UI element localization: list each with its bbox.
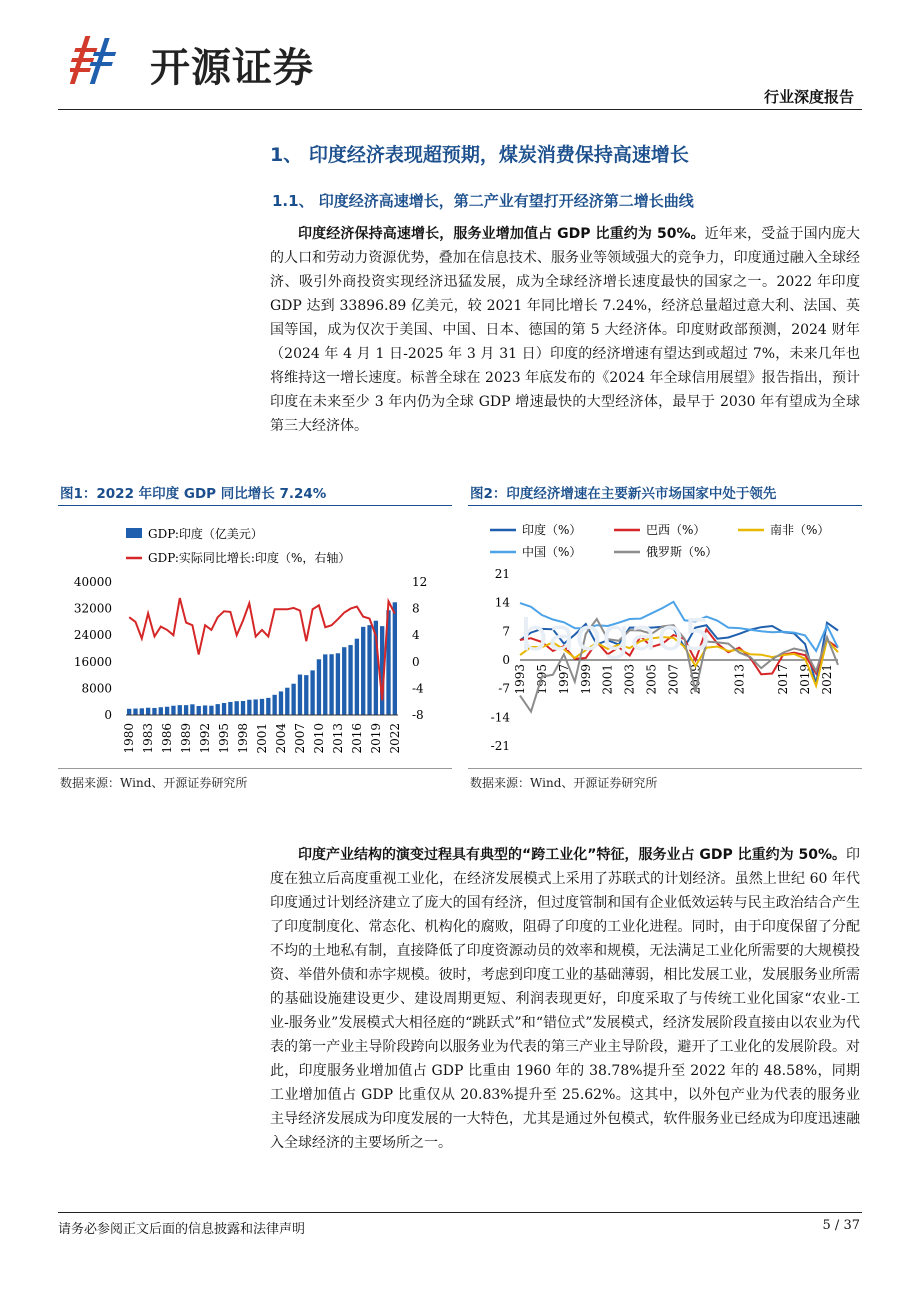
x-tick-label: 2001 [255, 723, 269, 754]
x-tick-label: 1983 [141, 723, 156, 754]
report-type-label: 行业深度报告 [763, 88, 854, 106]
gdp-bar [393, 602, 397, 715]
y-tick-label: 7 [502, 624, 510, 639]
legend-label: 南非（%） [770, 523, 830, 537]
y-right-tick-label: -8 [412, 708, 424, 722]
x-tick-label: 2003 [622, 664, 637, 695]
x-tick-label: 1997 [556, 664, 571, 695]
section-heading: 1、 印度经济表现超预期，煤炭消费保持高速增长 [270, 144, 689, 166]
figure-1-bottom-rule [58, 768, 452, 769]
y-left-tick-label: 16000 [73, 654, 112, 669]
x-tick-label: 2013 [330, 723, 345, 754]
gdp-bar [310, 670, 314, 715]
x-tick-label: 1995 [534, 664, 549, 695]
figure-1-source: 数据来源：Wind、开源证券研究所 [60, 776, 248, 790]
figure-1-chart [58, 510, 452, 765]
x-tick-label: 2019 [368, 723, 383, 754]
y-tick-label: 14 [494, 595, 510, 610]
y-tick-label: -21 [490, 739, 510, 753]
figure-1-title: 图1：2022 年印度 GDP 同比增长 7.24% [60, 486, 327, 502]
paragraph-1-lead: 印度经济保持高速增长，服务业增加值占 GDP 比重约为 50%。 [298, 226, 705, 242]
x-tick-label: 2013 [732, 664, 747, 695]
page-number: 5 / 37 [822, 1218, 860, 1233]
gdp-bar [178, 705, 182, 715]
x-tick-label: 1998 [236, 723, 251, 754]
gdp-bar [171, 706, 175, 715]
x-tick-label: 2019 [798, 664, 813, 695]
figure-2-title: 图2：印度经济增速在主要新兴市场国家中处于领先 [470, 486, 777, 502]
gdp-bar [216, 704, 220, 715]
gdp-bar [197, 706, 201, 715]
footer-divider [58, 1212, 862, 1213]
brand-logo-icon [70, 34, 130, 86]
gdp-bar [291, 684, 295, 715]
x-tick-label: 1992 [198, 723, 213, 754]
gdp-bar [329, 654, 333, 715]
y-left-tick-label: 8000 [81, 681, 112, 696]
gdp-bar [304, 675, 308, 715]
gdp-bar [190, 704, 194, 715]
paragraph-2-lead: 印度产业结构的演变过程具有典型的“跨工业化”特征，服务业占 GDP 比重约为 50%。 [298, 847, 846, 863]
gdp-bar [272, 695, 276, 715]
gdp-bar [367, 625, 371, 715]
paragraph-1 [270, 222, 860, 438]
x-tick-label: 1995 [217, 723, 232, 754]
gdp-bar [355, 639, 359, 715]
legend-label: 中国（%） [522, 545, 582, 559]
gdp-bar [317, 659, 321, 715]
gdp-bar [279, 691, 283, 715]
x-tick-label: 2001 [600, 664, 615, 695]
legend-label: 印度（%） [522, 523, 582, 537]
gdp-bar [209, 706, 213, 715]
gdp-bar [146, 708, 150, 715]
paragraph-1-body: 近年来，受益于国内庞大的人口和劳动力资源优势，叠加在信息技术、服务业等领域强大的竞争力，印度通过融入全球经济、吸引外商投资实现经济迅猛发展，成为全球经济增长速度最快的国家之一。2022 年印度 GDP 达到 33896.89 亿美元，较 2021 年同比增长 7.24%，经济总量超过意大利、法国、英国等国，成为仅次于美国、中国、日本、德国的第 5 大经济体。印度财政部预测，2024 财年（2024 年 4 月 1 日-2025 年 3 月 31 日）印度的经济增速有望达到或超过 7%，未来几年也将维持这一增长速度。标普全球在 2023 年底发布的《2024 年全球信用展望》报告指出，预计印度在未来至少 3 年内仍为全球 GDP 增速最快的大型经济体，最早于 2030 年有望成为全球第三大经济体。 [270, 226, 860, 434]
x-tick-label: 2009 [688, 664, 703, 695]
gdp-bar [348, 645, 352, 715]
legend-label: 俄罗斯（%） [646, 545, 718, 559]
y-right-tick-label: 8 [412, 601, 420, 616]
subsection-heading: 1.1、 印度经济高速增长，第二产业有望打开经济第二增长曲线 [272, 192, 694, 210]
x-tick-label: 1999 [578, 664, 593, 695]
gdp-bar [342, 647, 346, 715]
y-right-tick-label: 0 [412, 654, 420, 669]
y-right-tick-label: 4 [412, 628, 420, 643]
x-tick-label: 2010 [311, 723, 326, 754]
y-tick-label: 0 [502, 653, 510, 667]
gdp-bar [235, 701, 239, 715]
legend-label: 巴西（%） [646, 523, 706, 537]
gdp-bar [260, 699, 264, 715]
gdp-bar [165, 707, 169, 715]
gdp-bar [203, 705, 207, 715]
figure-2-source: 数据来源：Wind、开源证券研究所 [470, 776, 658, 790]
gdp-bar [285, 688, 289, 715]
y-tick-label: 21 [494, 567, 510, 581]
x-tick-label: 1986 [160, 723, 175, 754]
paragraph-2-body: 印度在独立后高度重视工业化，在经济发展模式上采用了苏联式的计划经济。虽然上世纪 60 年代印度通过计划经济建立了庞大的国有经济，但过度管制和国有企业低效运转与民主政治结合产生了印度制度化、常态化、机构化的腐败，阻碍了印度的工业化进程。同时，由于印度保留了分配不均的土地私有制，直接降低了印度资源动员的效率和规模，无法满足工业化所需要的大规模投资、举借外债和赤字规模。彼时，考虑到印度工业的基础薄弱，相比发展工业，发展服务业所需的基础设施建设更少、建设周期更短、利润表现更好，印度采取了与传统工业化国家“农业-工业-服务业”发展模式大相径庭的“跳跃式”和“错位式”发展模式，经济发展阶段直接由以农业为代表的第一产业主导阶段跨向以服务业为代表的第三产业主导阶段，避开了工业化的发展阶段。对此，印度服务业增加值占 GDP 比重由 1960 年的 38.78%提升至 2022 年的 48.58%，同期工业增加值占 GDP 比重仅从 20.83%提升至 25.62%。这其中，以外包产业为代表的服务业主导经济发展成为印度发展的一大特色，尤其是通过外包模式，软件服务业已经成为印度迅速融入全球经济的主要场所之一。 [270, 847, 860, 1151]
y-left-tick-label: 0 [104, 708, 112, 722]
x-tick-label: 1993 [513, 664, 527, 695]
header-divider [58, 109, 862, 110]
x-tick-label: 1980 [122, 723, 137, 754]
watermark-text: baogao5 [520, 610, 712, 661]
gdp-bar [254, 699, 258, 715]
figure-2-bottom-rule [468, 768, 862, 769]
gdp-bar [222, 703, 226, 715]
legend-gdp-label: GDP:印度（亿美元） [148, 527, 263, 541]
gdp-bar [323, 654, 327, 715]
y-left-tick-label: 32000 [73, 601, 112, 616]
y-tick-label: -14 [490, 710, 510, 725]
gdp-bar [228, 702, 232, 715]
legend-gdp-swatch [126, 528, 142, 538]
gdp-bar [247, 700, 251, 715]
x-tick-label: 2007 [292, 723, 307, 754]
legend-growth-label: GDP:实际同比增长:印度（%，右轴） [148, 551, 351, 565]
gdp-bar [184, 705, 188, 715]
x-tick-label: 2017 [776, 664, 791, 695]
x-tick-label: 2016 [349, 723, 364, 754]
y-right-tick-label: -4 [412, 681, 424, 696]
figure-1-rule [58, 505, 452, 506]
x-tick-label: 2022 [387, 723, 402, 754]
x-tick-label: 1989 [179, 723, 194, 754]
x-tick-label: 2005 [644, 664, 659, 695]
paragraph-2 [270, 843, 860, 1155]
gdp-bar [127, 709, 131, 715]
x-tick-label: 2021 [820, 664, 835, 695]
gdp-bar [361, 627, 365, 715]
gdp-bar [133, 709, 137, 715]
gdp-bar [266, 698, 270, 715]
brand-name: 开源证券 [150, 45, 314, 91]
footer-disclaimer: 请务必参阅正文后面的信息披露和法律声明 [58, 1222, 306, 1237]
gdp-bar [298, 675, 302, 715]
gdp-bar [336, 653, 340, 715]
y-left-tick-label: 24000 [73, 628, 112, 643]
x-tick-label: 2004 [273, 723, 288, 754]
y-tick-label: -7 [498, 681, 510, 696]
gdp-bar [159, 707, 163, 715]
gdp-bar [241, 701, 245, 715]
figure-2-rule [468, 505, 862, 506]
gdp-bar [140, 708, 144, 715]
x-tick-label: 2007 [666, 664, 681, 695]
gdp-bar [152, 708, 156, 715]
y-right-tick-label: 12 [412, 575, 428, 589]
y-left-tick-label: 40000 [73, 575, 112, 589]
